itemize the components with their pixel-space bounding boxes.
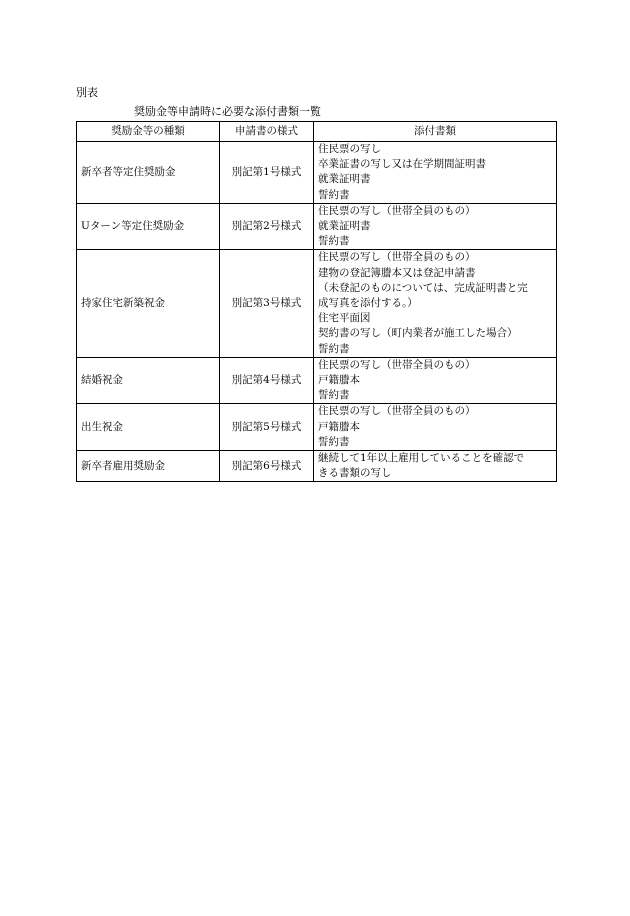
cell-application-form: 別記第3号様式	[220, 250, 314, 357]
header-form: 申請書の様式	[220, 122, 314, 142]
attachment-line: 住宅平面図	[318, 312, 371, 325]
cell-application-form: 別記第4号様式	[220, 357, 314, 404]
attachment-line: 戸籍謄本	[318, 420, 360, 433]
table-row	[77, 250, 557, 357]
cell-attachments	[314, 451, 557, 482]
table-row	[77, 451, 557, 482]
cell-grant-type: 結婚祝金	[77, 357, 220, 404]
attachment-line: 卒業証書の写し又は在学期間証明書	[318, 158, 486, 171]
attachment-line: きる書類の写し	[318, 467, 392, 480]
attachment-line: 建物の登記簿謄本又は登記申請書	[318, 266, 476, 279]
attachment-line: 就業証明書	[318, 220, 371, 233]
attachment-line: 契約書の写し（町内業者が施工した場合）	[318, 327, 518, 340]
cell-attachments	[314, 203, 557, 250]
table-title: 奨励金等申請時に必要な添付書類一覧	[134, 105, 321, 118]
attachment-line: 誓約書	[318, 235, 350, 248]
attachment-line: 誓約書	[318, 435, 350, 448]
table-header-row	[77, 122, 557, 142]
header-type: 奨励金等の種類	[77, 122, 220, 142]
cell-grant-type: 新卒者等定住奨励金	[77, 142, 220, 204]
cell-grant-type: 出生祝金	[77, 404, 220, 451]
attachment-line: 誓約書	[318, 342, 350, 355]
table-row	[77, 357, 557, 404]
cell-attachments	[314, 357, 557, 404]
attachment-table	[76, 121, 557, 482]
attachment-line: 誓約書	[318, 188, 350, 201]
cell-attachments	[314, 250, 557, 357]
attachment-line: 継続して1年以上雇用していることを確認で	[318, 452, 525, 465]
cell-grant-type: 新卒者雇用奨励金	[77, 451, 220, 482]
cell-application-form: 別記第6号様式	[220, 451, 314, 482]
attachment-line: 成写真を添付する。）	[318, 297, 418, 310]
cell-application-form: 別記第1号様式	[220, 142, 314, 204]
table-body	[77, 142, 557, 482]
attachment-line: 住民票の写し	[318, 143, 381, 155]
cell-application-form: 別記第5号様式	[220, 404, 314, 451]
cell-application-form: 別記第2号様式	[220, 203, 314, 250]
cell-grant-type: 持家住宅新築祝金	[77, 250, 220, 357]
attachment-line: 戸籍謄本	[318, 374, 360, 387]
attachment-line: 就業証明書	[318, 173, 371, 186]
attachment-line: （未登記のものについては、完成証明書と完	[318, 281, 528, 294]
table-row	[77, 203, 557, 250]
table-row	[77, 142, 557, 204]
appendix-label: 別表	[76, 86, 98, 99]
table-row	[77, 404, 557, 451]
cell-attachments	[314, 142, 557, 204]
header-docs: 添付書類	[314, 122, 557, 142]
attachment-line: 住民票の写し（世帯全員のもの）	[318, 405, 476, 418]
cell-grant-type: Uターン等定住奨励金	[77, 203, 220, 250]
attachment-line: 住民票の写し（世帯全員のもの）	[318, 204, 476, 217]
attachment-line: 住民票の写し（世帯全員のもの）	[318, 251, 476, 264]
attachment-line: 誓約書	[318, 389, 350, 402]
attachment-line: 住民票の写し（世帯全員のもの）	[318, 358, 476, 371]
cell-attachments	[314, 404, 557, 451]
